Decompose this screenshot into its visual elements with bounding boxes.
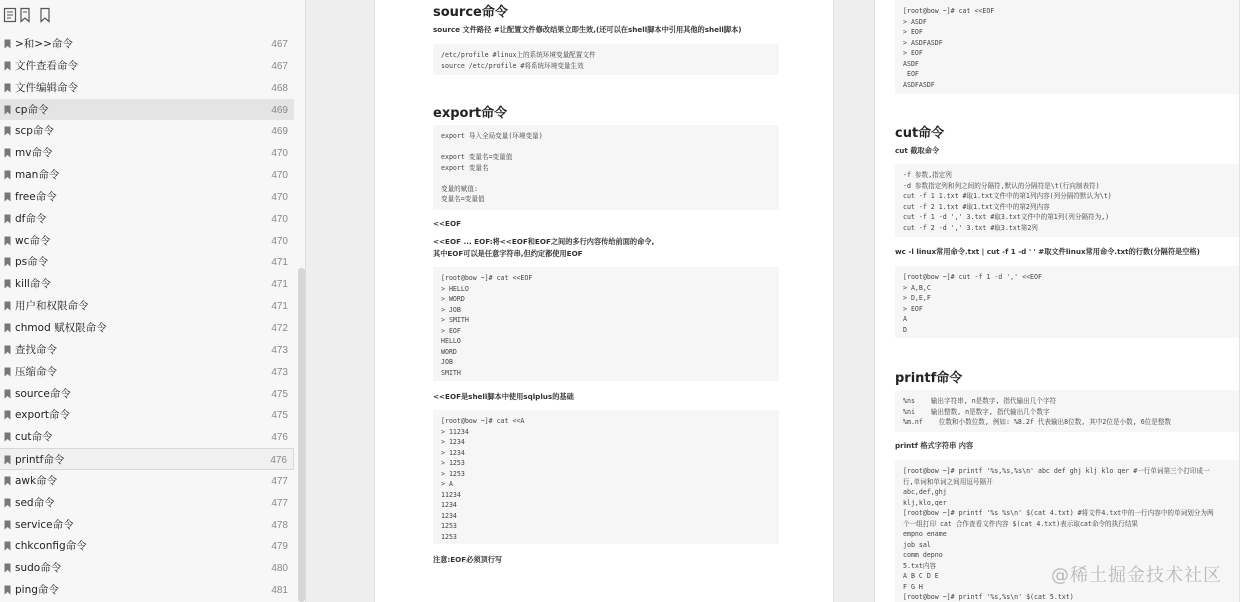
toc-item[interactable] <box>0 142 294 164</box>
toc-item[interactable] <box>0 426 294 448</box>
toc-item[interactable] <box>0 535 294 557</box>
cut-description: cut 截取命令 <box>895 146 940 155</box>
printf-heading: printf命令 <box>895 371 963 386</box>
code-line: %m.nf 位数和小数位数, 例如: %8.2f 代表输出8位数, 其中2位是小数, 6位是整数 <box>903 418 1172 426</box>
wc-description: wc -l linux常用命令.txt | cut -f 1 -d ' ' #取文件linux常用命令.txt的行数(分隔符是空格) <box>895 247 1200 256</box>
code-line: 1253 <box>441 522 457 530</box>
toc-item[interactable] <box>0 404 294 426</box>
toc-item[interactable] <box>0 208 294 230</box>
code-line: D <box>903 325 907 334</box>
cut-example-code-block <box>895 266 1240 338</box>
code-line: [root@bow ~]# cat <<EOF <box>441 274 533 282</box>
code-line: cut -f 2 1.txt #取1.txt文件中的第2列内容 <box>903 202 1050 211</box>
code-line: [root@bow ~]# cat <<EOF <box>903 7 995 15</box>
toc-item-label: 查找命令 <box>15 343 57 356</box>
code-line: > ASDF <box>903 17 927 26</box>
toc-item[interactable] <box>0 164 294 186</box>
toc-item-page-number: 470 <box>271 148 288 160</box>
bookmark-icon[interactable] <box>18 7 32 23</box>
code-line: 行,单词和单词之间用逗号隔开 <box>903 477 993 486</box>
code-line: %ni 输出整数, n是数字, 指代输出几个数字 <box>903 407 1050 416</box>
toc-item-page-number: 479 <box>271 541 288 553</box>
bookmark-icon <box>4 476 11 486</box>
bookmark-icon <box>4 192 11 202</box>
code-line: > HELLO <box>441 284 469 293</box>
toc-item-label: >和>>命令 <box>15 38 73 50</box>
code-line: EOF <box>903 70 919 78</box>
bookmark-icon <box>4 345 11 355</box>
code-line: ASDFASDF <box>903 80 935 89</box>
watermark: @稀土掘金技术社区 <box>1051 565 1222 586</box>
code-line: cut -f 1 -d ',' 3.txt #取3.txt文件中的第1列(列分隔符为,) <box>903 213 1110 221</box>
toc-item[interactable] <box>0 361 294 383</box>
code-line: WORD <box>441 347 457 356</box>
toc-item-label: printf命令 <box>15 454 65 467</box>
code-line: HELLO <box>441 337 461 345</box>
toc-item[interactable] <box>0 514 294 536</box>
toc-item-page-number: 473 <box>271 366 288 378</box>
code-line: SMITH <box>441 368 461 377</box>
code-line: 变量的赋值: <box>441 184 478 193</box>
eof-description-2: 其中EOF可以是任意字符串,但约定都使用EOF <box>433 249 583 258</box>
toc-item-page-number: 475 <box>271 410 288 422</box>
code-line: JOB <box>441 358 453 366</box>
code-line: > SMITH <box>441 316 469 324</box>
sidebar-scrollbar[interactable] <box>298 268 305 602</box>
export-code-block <box>433 125 779 210</box>
toc-item[interactable] <box>0 317 294 339</box>
code-line: -f 参数,指定列 <box>903 171 952 179</box>
code-line: %ns 输出字符串, n是数字, 指代输出几个字符 <box>903 397 1057 405</box>
code-line: [root@bow ~]# cat <<A <box>441 417 525 425</box>
source-heading: source命令 <box>433 5 508 20</box>
outline-sidebar <box>0 0 306 602</box>
toc-item-label: ping命令 <box>15 584 59 597</box>
code-line: [root@bow ~]# printf '%s,%s\n' $(cat 5.txt) <box>903 593 1074 601</box>
code-line: > EOF <box>903 49 923 57</box>
toc-item-label: chkconfig命令 <box>15 540 87 553</box>
cut-code-block <box>895 164 1240 237</box>
printf-format-description: printf 格式字符串 内容 <box>895 441 974 450</box>
code-line: > D,E,F <box>903 294 931 302</box>
toc-item-page-number: 481 <box>271 585 288 597</box>
toc-item[interactable] <box>0 186 294 208</box>
document-page-left <box>374 0 834 602</box>
toc-item-page-number: 471 <box>271 257 288 269</box>
export-heading: export命令 <box>433 106 508 121</box>
toc-item[interactable] <box>0 120 294 142</box>
code-line: job sal <box>903 540 931 549</box>
sqlplus-description: <<EOF是shell脚本中使用sqlplus的基础 <box>433 392 574 401</box>
bookmark-icon <box>4 520 11 530</box>
toc-item[interactable] <box>0 470 294 492</box>
toc-item-label: kill命令 <box>15 278 51 291</box>
code-line: [root@bow ~]# printf '%s %s\n' $(cat 4.txt) #将文件4.txt中的一行内容中的单词划分为两 <box>903 509 1214 517</box>
bookmark-icon <box>4 39 11 49</box>
toc-item-page-number: 472 <box>271 322 288 334</box>
toc-item[interactable] <box>0 273 294 295</box>
code-line: 变量名=变量值 <box>441 195 485 203</box>
code-line <box>441 173 771 184</box>
toc-item-page-number: 467 <box>271 39 288 50</box>
toc-item-page-number: 467 <box>271 60 288 72</box>
toc-item-page-number: 470 <box>271 170 288 182</box>
source-code-block <box>433 44 779 75</box>
code-line: F G H <box>903 582 923 591</box>
toc-item-label: export命令 <box>15 409 71 422</box>
bookmark-icon <box>4 148 11 158</box>
toc-item-page-number: 471 <box>271 279 288 291</box>
toc-item-page-number: 473 <box>271 344 288 356</box>
toc-item-label: awk命令 <box>15 474 58 487</box>
toc-item[interactable] <box>0 55 294 77</box>
toc-item-page-number: 469 <box>271 104 288 116</box>
bookmark-icon <box>4 279 11 289</box>
bookmark-icon <box>4 301 11 311</box>
toc-item-label: wc命令 <box>15 234 51 247</box>
code-line: 1253 <box>441 532 457 541</box>
toc-item[interactable] <box>0 77 294 99</box>
toc-item-page-number: 475 <box>271 388 288 400</box>
toc-item[interactable] <box>0 557 294 579</box>
toc-item-page-number: 469 <box>271 126 288 138</box>
toc-item-label: scp命令 <box>15 125 54 138</box>
code-line: > 1234 <box>441 448 465 457</box>
toc-item-page-number: 470 <box>271 213 288 225</box>
toc-item-label: sed命令 <box>15 496 55 509</box>
toc-item-label: mv命令 <box>15 147 53 160</box>
bookmark-icon <box>4 170 11 180</box>
toc-item[interactable] <box>0 339 294 361</box>
toc-item[interactable] <box>0 33 294 55</box>
toc-item[interactable] <box>0 295 294 317</box>
bookmark-icon <box>4 410 11 420</box>
code-line: > EOF <box>903 28 923 36</box>
code-line <box>441 142 771 153</box>
code-line: [root@bow ~]# cut -f 1 -d ',' <<EOF <box>903 273 1042 281</box>
code-line: -d 参数指定列和列之间的分隔符,默认的分隔符是\t(行向制表符) <box>903 181 1100 190</box>
code-line: 个一组打印 cat 合作查看文件内容 $(cat 4.txt)表示取cat命令的执行结果 <box>903 519 1139 528</box>
toc-item-label: free命令 <box>15 190 57 203</box>
toc-item-label: 压缩命令 <box>15 365 57 378</box>
cat-a-code-block <box>433 410 779 544</box>
code-line: > 11234 <box>441 427 469 436</box>
toc-item-label: 文件查看命令 <box>15 59 78 72</box>
cut-heading: cut命令 <box>895 126 945 141</box>
code-line: > EOF <box>441 326 461 335</box>
toc-item[interactable] <box>0 579 294 601</box>
code-line: > JOB <box>441 305 461 314</box>
toc-item-label: ps命令 <box>15 256 49 269</box>
document-page-right <box>874 0 1240 602</box>
toc-item-label: cut命令 <box>15 431 53 444</box>
bookmark-icon <box>4 105 11 115</box>
eof-example-code-block <box>895 0 1240 94</box>
code-line: > 1234 <box>441 438 465 446</box>
bookmark-icon <box>4 257 11 267</box>
code-line: > ASDFASDF <box>903 38 943 47</box>
bookmark-icon <box>4 563 11 573</box>
toc-item-page-number: 476 <box>271 432 288 444</box>
code-line: > 1253 <box>441 469 465 478</box>
code-line: klj,klo,qer <box>903 498 947 507</box>
toc-item-label: 用户和权限命令 <box>15 300 89 313</box>
toc-item-label: chmod 赋权限命令 <box>15 321 107 334</box>
code-line: export 导入全局变量(环境变量) <box>441 132 543 140</box>
bookmark-icon <box>4 455 11 465</box>
outline-icon[interactable] <box>3 7 17 23</box>
toc-item-page-number: 478 <box>271 519 288 531</box>
toc-item-page-number: 480 <box>271 563 288 575</box>
bookmark-icon <box>4 214 11 224</box>
bookmark-icon <box>4 61 11 71</box>
code-line: A B C D E <box>903 572 939 580</box>
toc-item-label: sudo命令 <box>15 562 62 575</box>
code-line: source /etc/profile #将系统环境变量生效 <box>441 61 584 70</box>
eof-heading: <<EOF <box>433 219 461 228</box>
eof-description-1: <<EOF ... EOF:将<<EOF和EOF之间的多行内容传给前面的命令, <box>433 237 655 246</box>
toc-item[interactable] <box>0 99 294 121</box>
eof-code-block <box>433 267 779 381</box>
bookmark-icon <box>4 498 11 508</box>
bookmark-icon <box>4 541 11 551</box>
code-line: ASDF <box>903 59 919 68</box>
code-line: > WORD <box>441 295 465 303</box>
bookmark-icon <box>4 432 11 442</box>
toc-item-label: 文件编辑命令 <box>15 81 78 94</box>
code-line: 11234 <box>441 490 461 499</box>
toc-item[interactable] <box>0 230 294 252</box>
code-line: > A,B,C <box>903 283 931 292</box>
toc-item-page-number: 476 <box>270 455 287 467</box>
toc-item[interactable] <box>0 492 294 514</box>
code-line: export 变量名=变量值 <box>441 153 513 161</box>
code-line: > A <box>441 480 453 488</box>
toc-item-label: source命令 <box>15 387 71 400</box>
bookmark-icon <box>4 236 11 246</box>
toc-item-page-number: 470 <box>271 191 288 203</box>
code-line: cut -f 2 -d ',' 3.txt #取3.txt第2列 <box>903 223 1038 232</box>
sidebar-toolbar <box>0 0 306 30</box>
code-line: cut -f 1 1.txt #取1.txt文件中的第1列内容(列分隔符默认为\t) <box>903 192 1112 200</box>
toc-item-page-number: 468 <box>271 82 288 94</box>
toc-item-label: man命令 <box>15 169 60 182</box>
code-line: comm depno <box>903 551 943 559</box>
source-description: source 文件路径 #让配置文件修改结果立即生效,(还可以在shell脚本中引用其他的shell脚本) <box>433 25 742 34</box>
bookmark-icon <box>4 323 11 333</box>
bookmark-icon <box>4 83 11 93</box>
bookmark-icon <box>4 126 11 136</box>
annotation-bookmark-icon[interactable] <box>38 7 52 23</box>
toc-item-page-number: 477 <box>271 475 288 487</box>
toc-item-label: df命令 <box>15 212 47 225</box>
code-line: 1234 <box>441 501 457 509</box>
code-line: [root@bow ~]# printf '%s,%s,%s\n' abc def ghj klj klo qer #一行单词第三个打印成一 <box>903 467 1210 475</box>
bookmark-icon <box>4 585 11 595</box>
toc-item-page-number: 477 <box>271 497 288 509</box>
toc-item[interactable] <box>0 383 294 405</box>
printf-code-block <box>895 390 1240 432</box>
code-line: export 变量名 <box>441 163 489 172</box>
code-line: empno ename <box>903 530 947 538</box>
toc-item-page-number: 471 <box>271 301 288 313</box>
toc-item[interactable] <box>0 251 294 273</box>
code-line: > 1253 <box>441 459 465 467</box>
code-line: A <box>903 315 907 323</box>
code-line: 1234 <box>441 511 457 520</box>
code-line: > EOF <box>903 304 923 313</box>
toc-item-page-number: 470 <box>271 235 288 247</box>
toc-item-label: cp命令 <box>15 103 49 116</box>
code-line: /etc/profile #linux上的系统环境变量配置文件 <box>441 51 596 59</box>
eof-note: 注意:EOF必须顶行写 <box>433 555 503 564</box>
toc-list <box>0 33 296 601</box>
toc-item-label: service命令 <box>15 518 74 531</box>
toc-item[interactable] <box>0 448 294 470</box>
bookmark-icon <box>4 389 11 399</box>
bookmark-icon <box>4 367 11 377</box>
code-line: abc,def,ghj <box>903 488 947 496</box>
code-line: 5.txt内容 <box>903 561 937 570</box>
